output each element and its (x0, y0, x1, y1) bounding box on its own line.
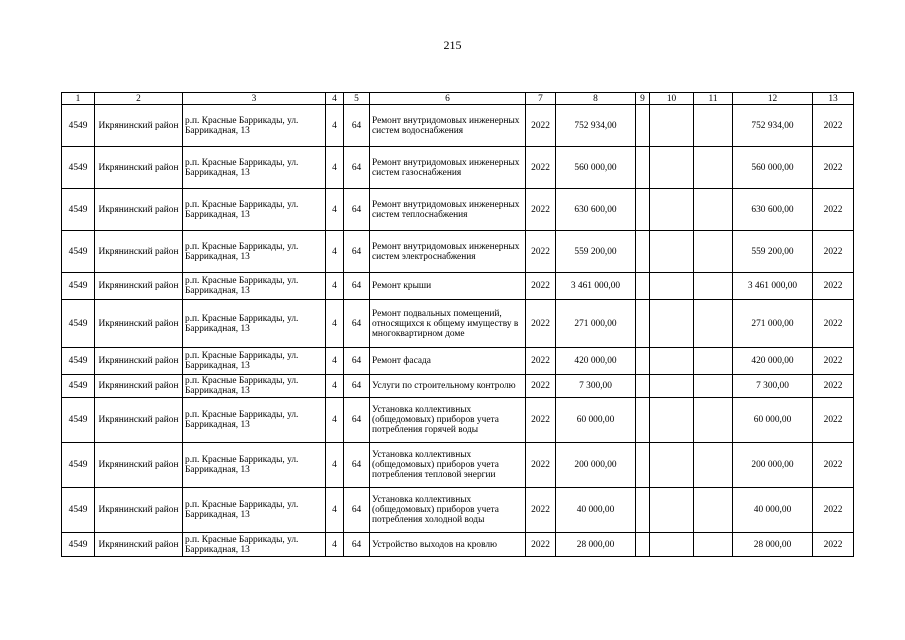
cell-col9 (636, 398, 650, 443)
cell-work-type: Установка коллективных (общедомовых) приборов учета потребления холодной воды (370, 488, 526, 533)
cell-district: Икрянинский район (95, 443, 183, 488)
cell-year-end: 2022 (813, 348, 854, 375)
cell-col9 (636, 231, 650, 273)
table-row (62, 300, 854, 348)
cell-col10 (650, 348, 694, 375)
cell-col4: 4 (326, 488, 344, 533)
cell-total: 420 000,00 (733, 348, 813, 375)
cell-address: р.п. Красные Баррикады, ул. Баррикадная, 13 (183, 398, 326, 443)
cell-col9 (636, 300, 650, 348)
cell-total: 28 000,00 (733, 533, 813, 557)
cell-work-type: Ремонт внутридомовых инженерных систем теплоснабжения (370, 189, 526, 231)
column-header: 12 (733, 93, 813, 105)
cell-col11 (694, 443, 733, 488)
cell-id: 4549 (62, 273, 95, 300)
cell-col10 (650, 443, 694, 488)
cell-year-end: 2022 (813, 189, 854, 231)
cell-col10 (650, 375, 694, 398)
cell-col5: 64 (344, 488, 370, 533)
cell-id: 4549 (62, 300, 95, 348)
cell-year: 2022 (526, 231, 556, 273)
cell-col10 (650, 488, 694, 533)
cell-address: р.п. Красные Баррикады, ул. Баррикадная, 13 (183, 443, 326, 488)
cell-col11 (694, 189, 733, 231)
cell-col11 (694, 375, 733, 398)
cell-id: 4549 (62, 147, 95, 189)
cell-amount: 560 000,00 (556, 147, 636, 189)
cell-col4: 4 (326, 231, 344, 273)
cell-col9 (636, 488, 650, 533)
cell-district: Икрянинский район (95, 273, 183, 300)
cell-year: 2022 (526, 273, 556, 300)
column-header: 11 (694, 93, 733, 105)
table-row (62, 375, 854, 398)
cell-col10 (650, 273, 694, 300)
cell-col4: 4 (326, 273, 344, 300)
column-header: 4 (326, 93, 344, 105)
cell-col9 (636, 147, 650, 189)
cell-col10 (650, 300, 694, 348)
column-header: 3 (183, 93, 326, 105)
cell-address: р.п. Красные Баррикады, ул. Баррикадная, 13 (183, 189, 326, 231)
cell-id: 4549 (62, 533, 95, 557)
cell-district: Икрянинский район (95, 375, 183, 398)
cell-col5: 64 (344, 300, 370, 348)
table-row (62, 443, 854, 488)
cell-district: Икрянинский район (95, 300, 183, 348)
cell-col10 (650, 533, 694, 557)
cell-col10 (650, 189, 694, 231)
cell-address: р.п. Красные Баррикады, ул. Баррикадная, 13 (183, 375, 326, 398)
cell-col5: 64 (344, 147, 370, 189)
cell-district: Икрянинский район (95, 398, 183, 443)
cell-col9 (636, 533, 650, 557)
cell-col11 (694, 300, 733, 348)
column-header: 13 (813, 93, 854, 105)
cell-address: р.п. Красные Баррикады, ул. Баррикадная, 13 (183, 488, 326, 533)
cell-work-type: Ремонт крыши (370, 273, 526, 300)
cell-work-type: Установка коллективных (общедомовых) приборов учета потребления горячей воды (370, 398, 526, 443)
cell-col4: 4 (326, 300, 344, 348)
cell-amount: 28 000,00 (556, 533, 636, 557)
cell-total: 3 461 000,00 (733, 273, 813, 300)
cell-amount: 559 200,00 (556, 231, 636, 273)
cell-col4: 4 (326, 105, 344, 147)
cell-col4: 4 (326, 348, 344, 375)
cell-amount: 7 300,00 (556, 375, 636, 398)
cell-district: Икрянинский район (95, 105, 183, 147)
column-header: 10 (650, 93, 694, 105)
cell-address: р.п. Красные Баррикады, ул. Баррикадная, 13 (183, 273, 326, 300)
cell-col5: 64 (344, 105, 370, 147)
cell-district: Икрянинский район (95, 348, 183, 375)
cell-col5: 64 (344, 443, 370, 488)
cell-id: 4549 (62, 488, 95, 533)
cell-col4: 4 (326, 533, 344, 557)
cell-year-end: 2022 (813, 273, 854, 300)
cell-district: Икрянинский район (95, 533, 183, 557)
cell-work-type: Устройство выходов на кровлю (370, 533, 526, 557)
cell-col5: 64 (344, 375, 370, 398)
cell-col4: 4 (326, 443, 344, 488)
cell-col9 (636, 189, 650, 231)
cell-id: 4549 (62, 398, 95, 443)
cell-year: 2022 (526, 488, 556, 533)
cell-id: 4549 (62, 105, 95, 147)
page-number: 215 (443, 38, 462, 52)
cell-district: Икрянинский район (95, 488, 183, 533)
column-header: 2 (95, 93, 183, 105)
cell-col5: 64 (344, 231, 370, 273)
cell-total: 271 000,00 (733, 300, 813, 348)
cell-total: 60 000,00 (733, 398, 813, 443)
column-header: 5 (344, 93, 370, 105)
cell-district: Икрянинский район (95, 231, 183, 273)
cell-year-end: 2022 (813, 231, 854, 273)
cell-work-type: Ремонт внутридомовых инженерных систем водоснабжения (370, 105, 526, 147)
cell-col10 (650, 231, 694, 273)
table-row (62, 398, 854, 443)
cell-col5: 64 (344, 533, 370, 557)
cell-col11 (694, 533, 733, 557)
cell-col5: 64 (344, 273, 370, 300)
cell-id: 4549 (62, 348, 95, 375)
cell-address: р.п. Красные Баррикады, ул. Баррикадная, 13 (183, 105, 326, 147)
cell-total: 200 000,00 (733, 443, 813, 488)
cell-id: 4549 (62, 189, 95, 231)
cell-total: 7 300,00 (733, 375, 813, 398)
table-row (62, 231, 854, 273)
cell-col5: 64 (344, 398, 370, 443)
cell-col9 (636, 273, 650, 300)
table-row (62, 488, 854, 533)
cell-amount: 630 600,00 (556, 189, 636, 231)
cell-total: 40 000,00 (733, 488, 813, 533)
cell-work-type: Ремонт фасада (370, 348, 526, 375)
cell-address: р.п. Красные Баррикады, ул. Баррикадная, 13 (183, 300, 326, 348)
cell-col10 (650, 105, 694, 147)
cell-amount: 420 000,00 (556, 348, 636, 375)
program-table (61, 92, 854, 557)
cell-year: 2022 (526, 375, 556, 398)
cell-year-end: 2022 (813, 375, 854, 398)
cell-year-end: 2022 (813, 300, 854, 348)
cell-col5: 64 (344, 189, 370, 231)
cell-year-end: 2022 (813, 533, 854, 557)
cell-address: р.п. Красные Баррикады, ул. Баррикадная, 13 (183, 231, 326, 273)
cell-col4: 4 (326, 189, 344, 231)
cell-col11 (694, 348, 733, 375)
cell-district: Икрянинский район (95, 147, 183, 189)
cell-col11 (694, 231, 733, 273)
cell-work-type: Установка коллективных (общедомовых) приборов учета потребления тепловой энергии (370, 443, 526, 488)
cell-amount: 60 000,00 (556, 398, 636, 443)
cell-year-end: 2022 (813, 443, 854, 488)
cell-col11 (694, 105, 733, 147)
table-row (62, 273, 854, 300)
cell-year-end: 2022 (813, 105, 854, 147)
cell-col10 (650, 398, 694, 443)
column-header: 8 (556, 93, 636, 105)
table-row (62, 147, 854, 189)
cell-col11 (694, 147, 733, 189)
cell-total: 630 600,00 (733, 189, 813, 231)
cell-amount: 752 934,00 (556, 105, 636, 147)
cell-col4: 4 (326, 147, 344, 189)
cell-year-end: 2022 (813, 147, 854, 189)
cell-year: 2022 (526, 147, 556, 189)
table-row (62, 189, 854, 231)
cell-address: р.п. Красные Баррикады, ул. Баррикадная, 13 (183, 147, 326, 189)
cell-year: 2022 (526, 105, 556, 147)
column-header: 7 (526, 93, 556, 105)
cell-col11 (694, 488, 733, 533)
cell-amount: 200 000,00 (556, 443, 636, 488)
cell-year: 2022 (526, 300, 556, 348)
cell-amount: 3 461 000,00 (556, 273, 636, 300)
table-body (62, 93, 854, 557)
cell-year-end: 2022 (813, 488, 854, 533)
cell-address: р.п. Красные Баррикады, ул. Баррикадная, 13 (183, 533, 326, 557)
cell-col9 (636, 375, 650, 398)
cell-year: 2022 (526, 189, 556, 231)
table-row (62, 348, 854, 375)
cell-total: 559 200,00 (733, 231, 813, 273)
header-row (62, 93, 854, 105)
cell-col5: 64 (344, 348, 370, 375)
cell-address: р.п. Красные Баррикады, ул. Баррикадная, 13 (183, 348, 326, 375)
cell-year: 2022 (526, 348, 556, 375)
cell-work-type: Ремонт внутридомовых инженерных систем электроснабжения (370, 231, 526, 273)
cell-col11 (694, 273, 733, 300)
cell-year: 2022 (526, 533, 556, 557)
cell-year: 2022 (526, 443, 556, 488)
cell-col4: 4 (326, 398, 344, 443)
cell-work-type: Услуги по строительному контролю (370, 375, 526, 398)
cell-col9 (636, 443, 650, 488)
cell-id: 4549 (62, 443, 95, 488)
cell-amount: 271 000,00 (556, 300, 636, 348)
cell-col9 (636, 348, 650, 375)
cell-district: Икрянинский район (95, 189, 183, 231)
cell-total: 752 934,00 (733, 105, 813, 147)
cell-year-end: 2022 (813, 398, 854, 443)
cell-col9 (636, 105, 650, 147)
table-row (62, 533, 854, 557)
cell-work-type: Ремонт подвальных помещений, относящихся к общему имуществу в многоквартирном доме (370, 300, 526, 348)
cell-col10 (650, 147, 694, 189)
cell-year: 2022 (526, 398, 556, 443)
cell-total: 560 000,00 (733, 147, 813, 189)
cell-id: 4549 (62, 375, 95, 398)
column-header: 9 (636, 93, 650, 105)
cell-col11 (694, 398, 733, 443)
cell-id: 4549 (62, 231, 95, 273)
cell-col4: 4 (326, 375, 344, 398)
cell-amount: 40 000,00 (556, 488, 636, 533)
cell-work-type: Ремонт внутридомовых инженерных систем газоснабжения (370, 147, 526, 189)
table-row (62, 105, 854, 147)
column-header: 6 (370, 93, 526, 105)
column-header: 1 (62, 93, 95, 105)
